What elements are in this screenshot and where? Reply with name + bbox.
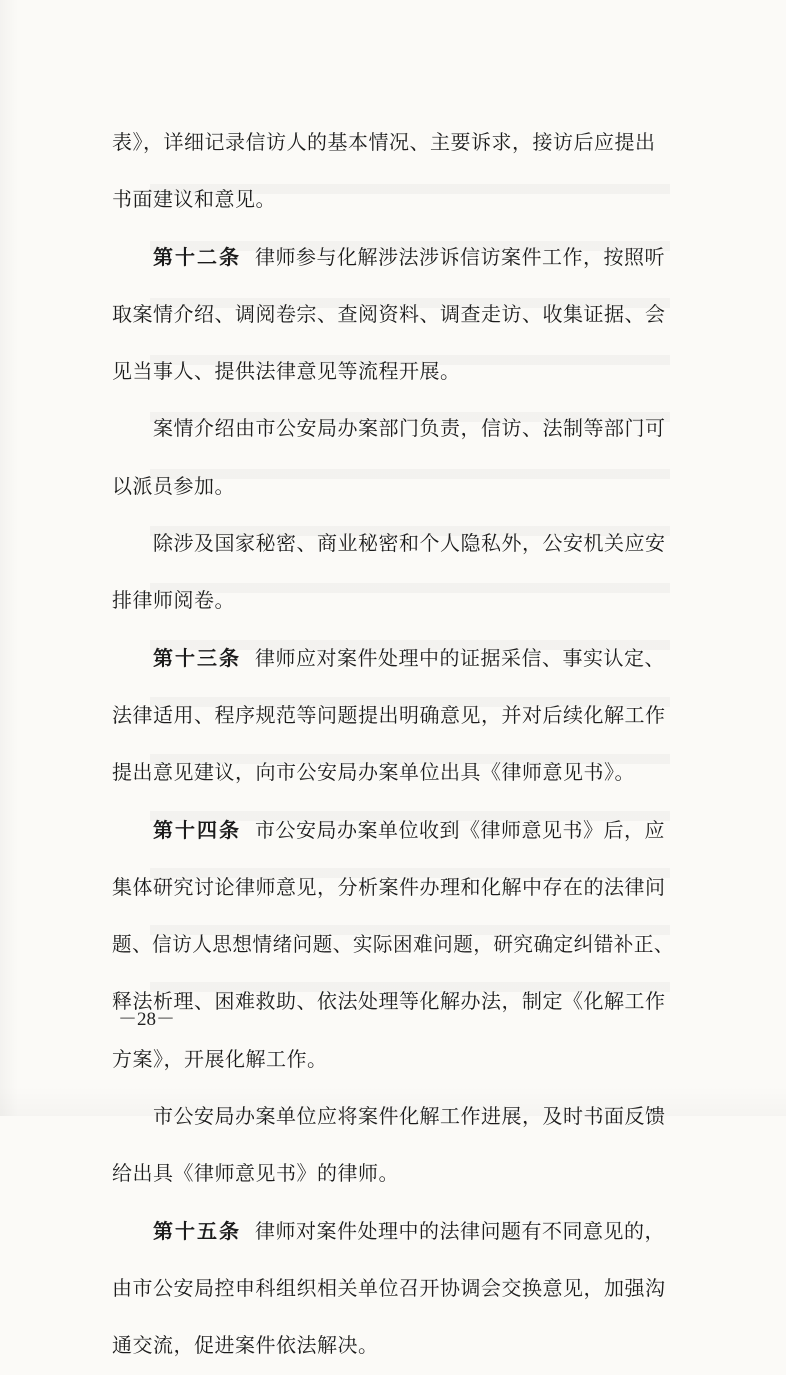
- line-text: 书面建议和意见。: [112, 187, 276, 212]
- article-line: [112, 1203, 674, 1260]
- line-text: 方案》，开展化解工作。: [112, 1046, 328, 1071]
- text-line: [112, 458, 674, 515]
- line-text: 表》，详细记录信访人的基本情况、主要诉求，接访后应提出: [112, 130, 656, 154]
- line-fit: [112, 916, 674, 973]
- text-line: [112, 171, 674, 228]
- article-line: [112, 802, 674, 859]
- article-heading: 第十三条: [153, 645, 241, 670]
- line-text: 由市公安局控申科组织相关单位召开协调会交换意见，加强沟: [112, 1275, 666, 1300]
- line-text: 释法析理、困难救助、依法处理等化解办法，制定《化解工作: [112, 989, 666, 1014]
- line-text: 法律适用、程序规范等问题提出明确意见，并对后续化解工作: [112, 702, 666, 727]
- line-text: 提出意见建议，向市公安局办案单位出具《律师意见书》。: [112, 760, 635, 785]
- line-text: 案情介绍由市公安局办案部门负责，信访、法制等部门可: [153, 416, 666, 441]
- line-text: 通交流，促进案件依法解决。: [112, 1333, 379, 1358]
- line-text: 律师应对案件处理中的证据采信、事实认定、: [255, 645, 665, 670]
- article-heading: 第十五条: [153, 1218, 241, 1243]
- text-line: [112, 687, 674, 744]
- article-heading: 第十四条: [153, 817, 241, 842]
- text-line: [112, 286, 674, 343]
- page-number: －28－: [118, 1009, 176, 1030]
- line-text: 给出具《律师意见书》的律师。: [112, 1161, 399, 1186]
- line-text: 取案情介绍、调阅卷宗、查阅资料、调查走访、收集证据、会: [112, 301, 666, 326]
- line-text: 市公安局办案单位收到《律师意见书》后，应: [255, 817, 665, 842]
- text-line: [112, 1088, 674, 1145]
- text-line: [112, 400, 674, 457]
- text-line: [112, 114, 674, 171]
- text-line: [112, 859, 674, 916]
- line-text: 律师参与化解涉法涉诉信访案件工作，按照听: [255, 244, 665, 269]
- text-line: [112, 1145, 674, 1202]
- text-line: [112, 973, 674, 1030]
- line-text: 市公安局办案单位应将案件化解工作进展，及时书面反馈: [153, 1104, 666, 1129]
- text-line: [112, 1031, 674, 1088]
- line-text: 排律师阅卷。: [112, 588, 235, 613]
- text-line: [112, 343, 674, 400]
- line-text: 集体研究讨论律师意见，分析案件办理和化解中存在的法律问: [112, 874, 666, 899]
- text-line: [112, 572, 674, 629]
- line-text: 题、信访人思想情绪问题、实际困难问题，研究确定纠错补正、: [112, 932, 674, 957]
- line-text: 律师对案件处理中的法律问题有不同意见的，: [255, 1218, 665, 1243]
- text-line: [112, 1317, 674, 1374]
- line-text: 以派员参加。: [112, 473, 235, 498]
- body-text: [112, 114, 674, 1375]
- article-line: [112, 229, 674, 286]
- text-line: [112, 916, 674, 973]
- line-text: 见当事人、提供法律意见等流程开展。: [112, 359, 461, 384]
- text-line: [112, 1260, 674, 1317]
- line-text: 除涉及国家秘密、商业秘密和个人隐私外，公安机关应安: [153, 531, 666, 556]
- text-line: [112, 744, 674, 801]
- article-heading: 第十二条: [153, 244, 241, 269]
- article-line: [112, 630, 674, 687]
- text-line: [112, 515, 674, 572]
